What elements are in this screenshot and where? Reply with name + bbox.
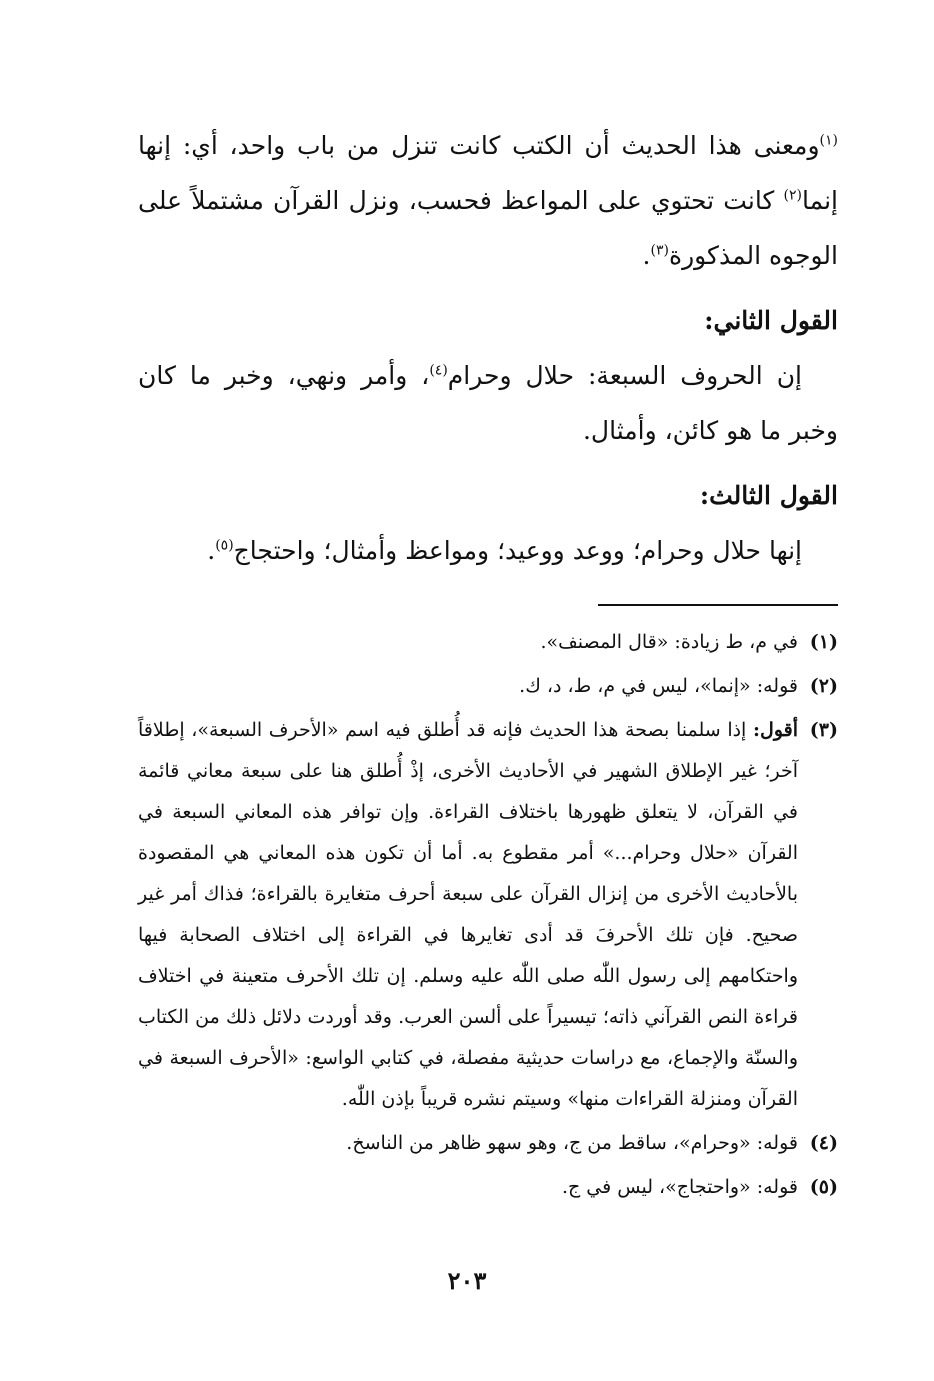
footnote-text: قوله: «إنما»، ليس في م، ط، د، ك.: [519, 675, 798, 697]
footnote-number: (٥): [809, 1176, 838, 1198]
footnote-body: [138, 1167, 798, 1208]
footnote-2: [138, 666, 838, 707]
page-content: [138, 118, 838, 1211]
footnote-ref-2[interactable]: (٢): [783, 187, 803, 204]
footnote-separator: [598, 604, 838, 606]
paragraph-2-text-a: إن الحروف السبعة: حلال وحرام: [447, 361, 803, 390]
paragraph-1-end: .: [642, 241, 651, 270]
footnote-text: قوله: «واحتجاج»، ليس في ج.: [561, 1176, 798, 1198]
footnote-body: [138, 666, 798, 707]
paragraph-1: [138, 118, 838, 283]
paragraph-2: [138, 348, 838, 458]
heading-second-opinion: القول الثاني:: [704, 306, 838, 335]
footnote-number: (٤): [809, 1132, 838, 1154]
footnote-body: [138, 1123, 798, 1164]
footnote-ref-1[interactable]: (١): [819, 132, 838, 149]
footnote-text: إذا سلمنا بصحة هذا الحديث فإنه قد أُطلق فيه اسم «الأحرف السبعة»، إطلاقاً آخر؛ غير الإطلاق الشهير في الأحاديث الأخرى، إذْ أُطلق هنا على سبعة معاني قائمة في القرآن، لا يتعلق ظهورها باختلاف القراءة. وإن توافر هذه المعاني السبعة في القرآن «حلال وحرام...» أمر مقطوع به. أما أن تكون هذه المعاني هي المقصودة بالأحاديث الأخرى من إنزال القرآن على سبعة أحرف متغايرة بالقراءة؛ فذاك أمر غير صحيح. فإن تلك الأحرفَ قد أدى تغايرها في القراءة إلى اختلاف الصحابة فيها واحتكامهم إلى رسول اللّٰه صلى اللّٰه عليه وسلم. إن تلك الأحرف متعينة في اختلاف قراءة النص القرآني ذاته؛ تيسيراً على ألسن العرب. وقد أوردت دلائل ذلك من الكتاب والسنّة والإجماع، مع دراسات حديثية مفصلة، في كتابي الواسع: «الأحرف السبعة في القرآن ومنزلة القراءات منها» وسيتم نشره قريباً بإذن اللّٰه.: [138, 719, 798, 1110]
paragraph-3-text: إنها حلال وحرام؛ ووعد ووعيد؛ ومواعظ وأمثال؛ واحتجاج: [233, 536, 802, 565]
footnote-text: قوله: «وحرام»، ساقط من ج، وهو سهو ظاهر من الناسخ.: [346, 1132, 798, 1154]
paragraph-1-text-b: كانت تحتوي على المواعظ فحسب، ونزل القرآن مشتملاً على الوجوه المذكورة: [138, 186, 838, 270]
footnote-body: [138, 622, 798, 663]
footnote-separator-wrap: [138, 578, 838, 618]
footnote-5: [138, 1167, 838, 1208]
footnote-lead: أقول:: [753, 719, 798, 741]
footnote-number: (١): [809, 631, 838, 653]
paragraph-1-text-a: ومعنى هذا الحديث أن الكتب كانت تنزل من باب واحد، أي: إنها إنما: [138, 131, 838, 215]
main-text: [138, 118, 838, 578]
footnote-text: في م، ط زيادة: «قال المصنف».: [540, 631, 798, 653]
footnote-body: [138, 710, 798, 1120]
footnote-ref-3[interactable]: (٣): [650, 242, 669, 259]
footnote-1: [138, 622, 838, 663]
paragraph-3-end: .: [207, 536, 216, 565]
footnotes: [138, 622, 838, 1208]
heading-third-opinion: القول الثالث:: [699, 481, 838, 510]
footnote-4: [138, 1123, 838, 1164]
paragraph-3: [138, 523, 838, 578]
paragraph-2-text-b: ، وأمر ونهي، وخبر ما كان وخبر ما هو كائن، وأمثال.: [138, 361, 838, 445]
footnote-ref-4[interactable]: (٤): [429, 362, 448, 379]
footnote-3: [138, 710, 838, 1120]
footnote-number: (٢): [809, 675, 838, 697]
footnote-ref-5[interactable]: (٥): [215, 537, 234, 554]
page-number: ٢٠٣: [447, 1266, 487, 1295]
footnote-number: (٣): [809, 719, 838, 741]
